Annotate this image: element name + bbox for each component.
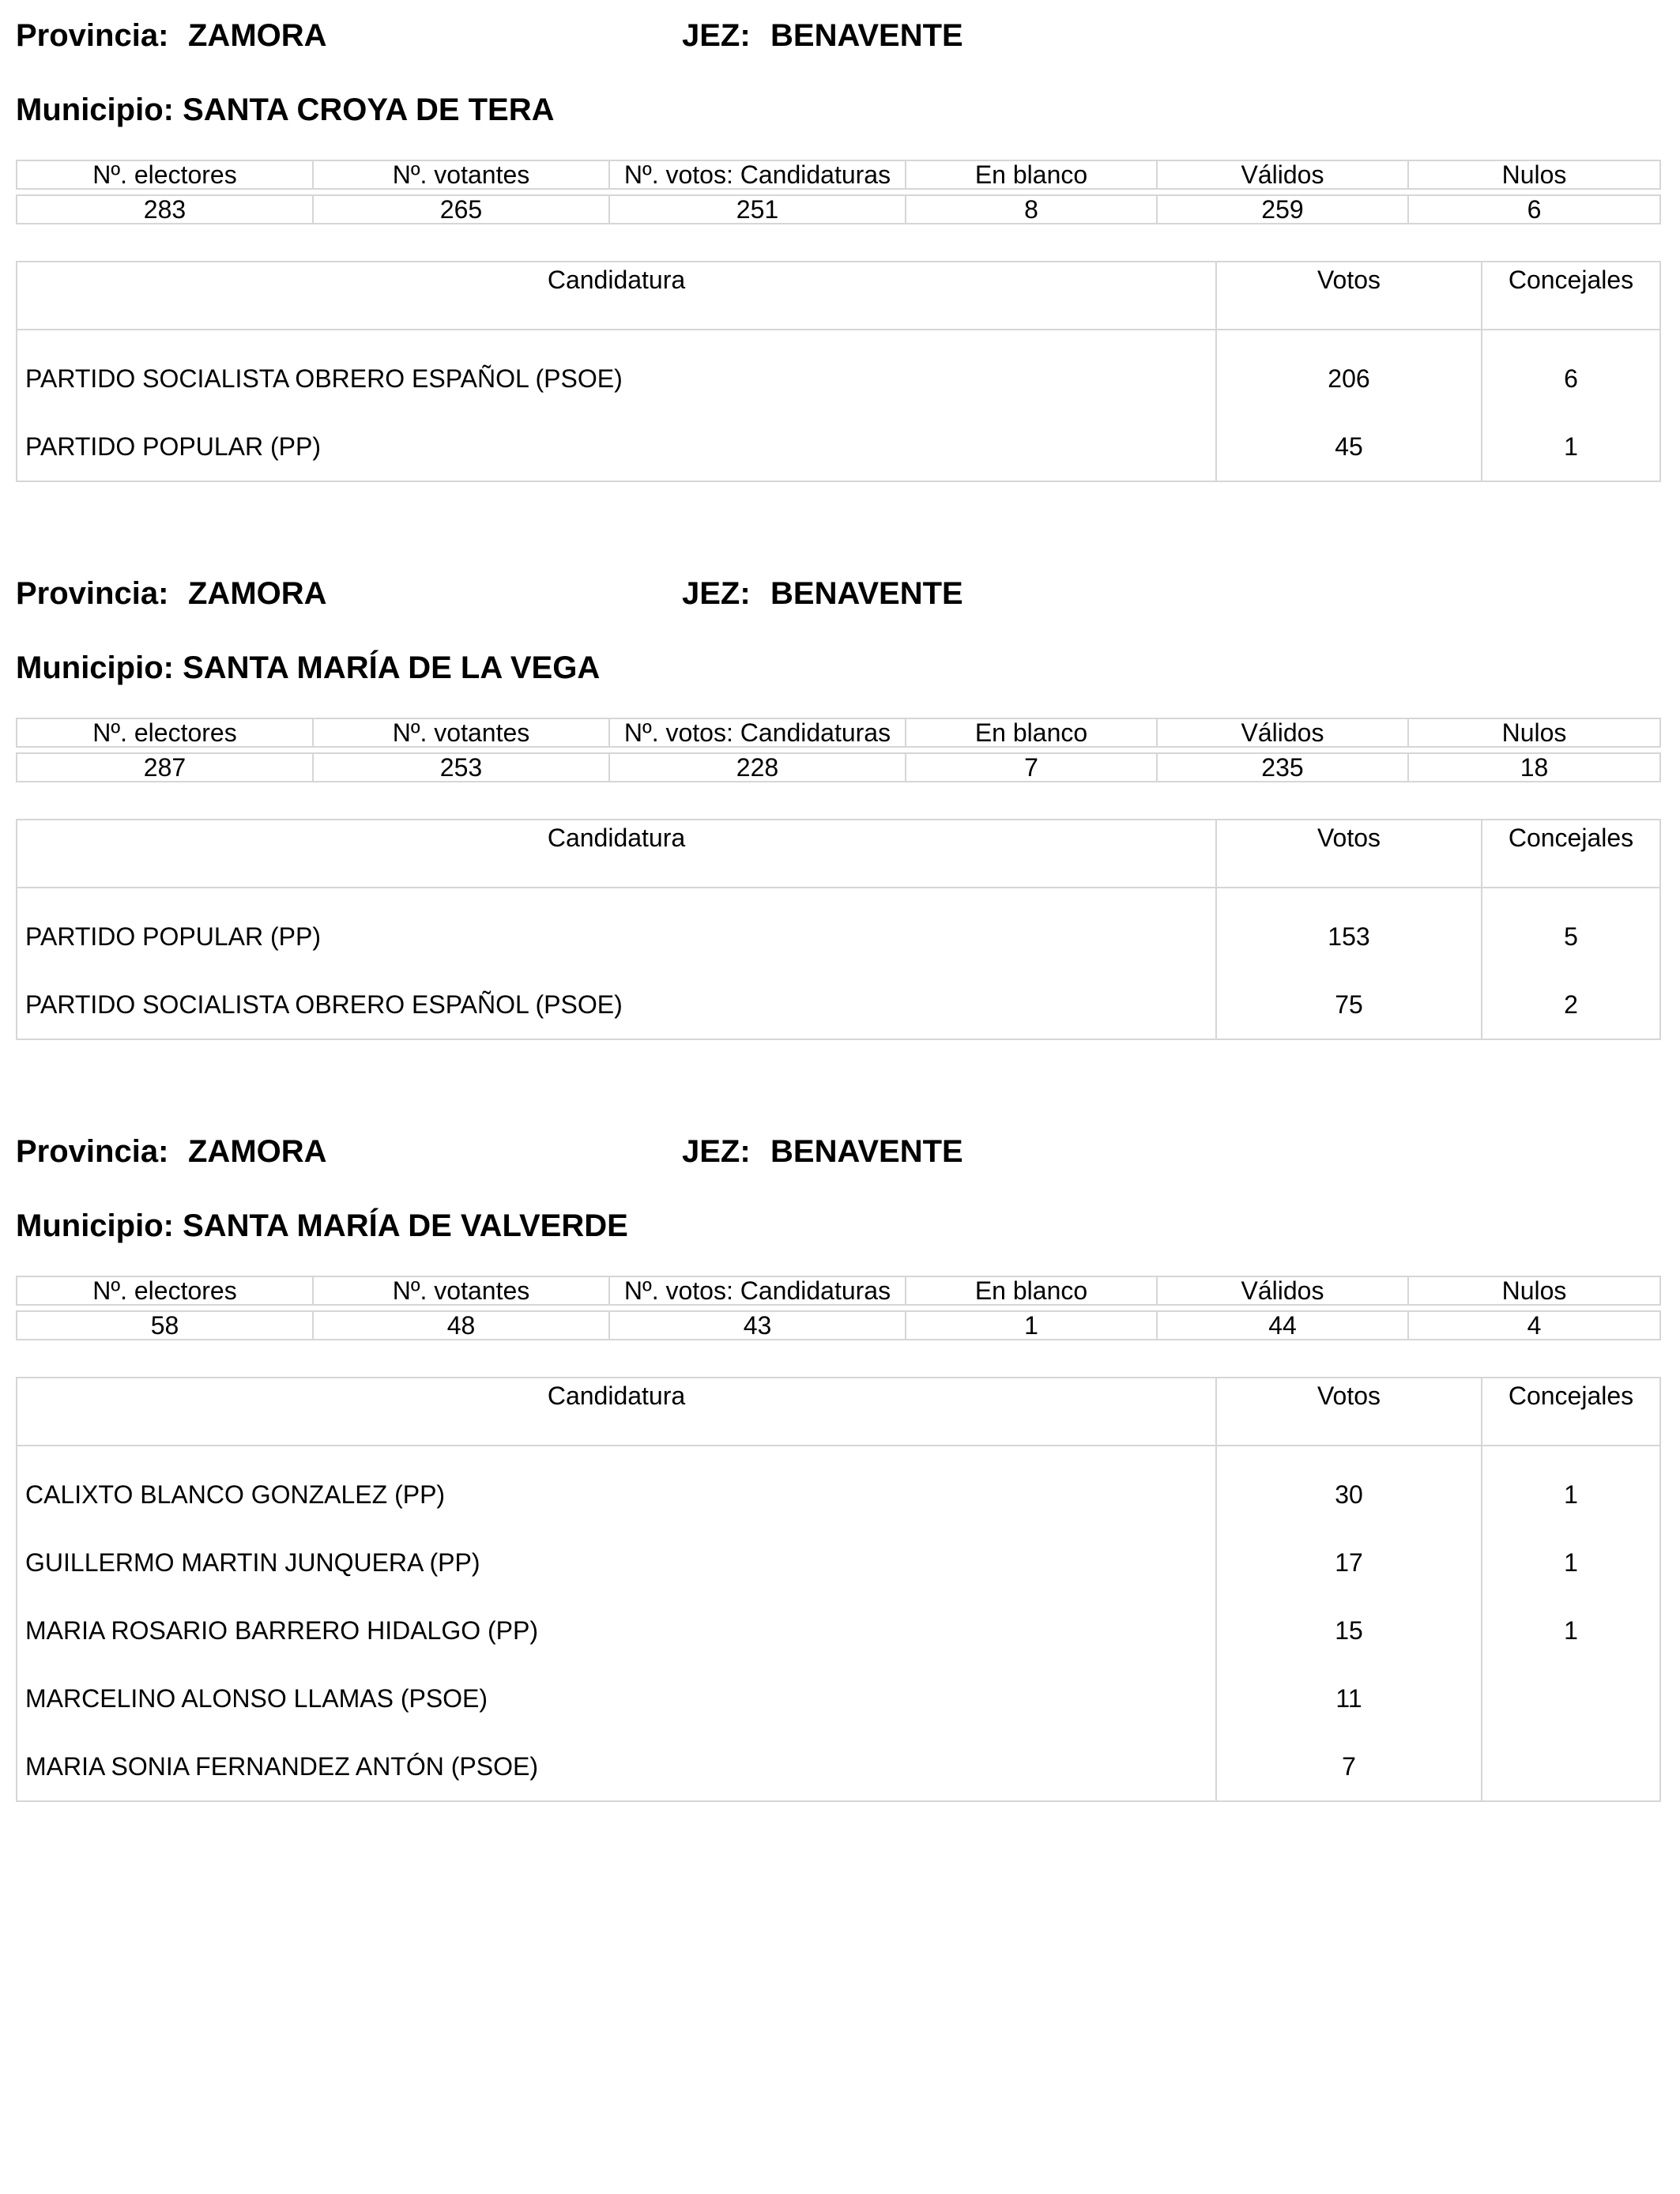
stats-value: 259	[1157, 195, 1408, 224]
stats-value: 44	[1157, 1311, 1408, 1340]
stats-header: Nº. votos: Candidaturas	[609, 1276, 906, 1305]
municipio-value: SANTA CROYA DE TERA	[183, 92, 555, 127]
table-row	[17, 330, 1660, 413]
stats-value-row	[17, 1311, 1660, 1340]
stats-value: 43	[609, 1311, 906, 1340]
candidaturas-header-row	[17, 262, 1660, 330]
stats-header-row	[17, 160, 1660, 189]
stats-header: Nº. votantes	[313, 160, 609, 189]
stats-header-row	[17, 718, 1660, 747]
stats-table	[16, 718, 1661, 782]
concejales-value: 1	[1482, 413, 1660, 481]
jez-value: BENAVENTE	[770, 576, 963, 611]
candidaturas-table	[16, 261, 1661, 482]
stats-value: 8	[906, 195, 1157, 224]
candidatura-name: PARTIDO POPULAR (PP)	[25, 432, 321, 461]
jez-label: JEZ:	[682, 576, 751, 611]
stats-header: Nulos	[1408, 718, 1660, 747]
stats-value-row	[17, 753, 1660, 782]
stats-value-row	[17, 195, 1660, 224]
stats-header: Válidos	[1157, 160, 1408, 189]
candidatura-name: PARTIDO SOCIALISTA OBRERO ESPAÑOL (PSOE)	[25, 990, 623, 1019]
votos-header: Votos	[1216, 1378, 1482, 1446]
stats-header: En blanco	[906, 1276, 1157, 1305]
stats-table	[16, 1276, 1661, 1340]
provincia-value: ZAMORA	[188, 1134, 327, 1169]
votos-value: 17	[1216, 1529, 1482, 1596]
candidaturas-header-row	[17, 820, 1660, 888]
stats-header-row	[17, 1276, 1660, 1305]
provincia-label: Provincia:	[16, 18, 169, 53]
candidatura-name: GUILLERMO MARTIN JUNQUERA (PP)	[25, 1547, 480, 1577]
stats-value: 4	[1408, 1311, 1660, 1340]
candidaturas-table	[16, 1377, 1661, 1802]
table-row	[17, 413, 1660, 481]
candidaturas-table	[16, 819, 1661, 1040]
stats-header: Nº. votos: Candidaturas	[609, 160, 906, 189]
candidatura-name: MARIA ROSARIO BARRERO HIDALGO (PP)	[25, 1615, 538, 1645]
provincia-label: Provincia:	[16, 576, 169, 611]
provincia-value: ZAMORA	[188, 576, 327, 611]
stats-header: Válidos	[1157, 1276, 1408, 1305]
stats-value: 7	[906, 753, 1157, 782]
municipio-label: Municipio:	[16, 92, 174, 127]
provincia-value: ZAMORA	[188, 18, 327, 53]
votos-value: 153	[1216, 888, 1482, 971]
concejales-header: Concejales	[1482, 820, 1660, 888]
table-row	[17, 1446, 1660, 1529]
stats-value: 228	[609, 753, 906, 782]
municipio-value: SANTA MARÍA DE LA VEGA	[183, 650, 601, 685]
votos-header: Votos	[1216, 820, 1482, 888]
candidatura-header: Candidatura	[17, 820, 1216, 888]
stats-value: 283	[17, 195, 313, 224]
concejales-value: 1	[1482, 1529, 1660, 1596]
votos-value: 30	[1216, 1446, 1482, 1529]
jez-value: BENAVENTE	[770, 18, 963, 53]
votos-value: 11	[1216, 1664, 1482, 1732]
candidatura-name: PARTIDO POPULAR (PP)	[25, 922, 321, 951]
stats-header: En blanco	[906, 718, 1157, 747]
stats-header: Nº. votantes	[313, 718, 609, 747]
candidatura-header: Candidatura	[17, 1378, 1216, 1446]
concejales-value: 6	[1482, 330, 1660, 413]
concejales-value: 1	[1482, 1446, 1660, 1529]
stats-value: 287	[17, 753, 313, 782]
stats-value: 253	[313, 753, 609, 782]
stats-header: Nº. electores	[17, 718, 313, 747]
stats-value: 1	[906, 1311, 1157, 1340]
table-row	[17, 888, 1660, 971]
concejales-header: Concejales	[1482, 1378, 1660, 1446]
stats-header: Válidos	[1157, 718, 1408, 747]
table-row	[17, 1732, 1660, 1801]
concejales-value	[1482, 1732, 1660, 1801]
table-row	[17, 1664, 1660, 1732]
stats-value: 251	[609, 195, 906, 224]
votos-value: 45	[1216, 413, 1482, 481]
stats-value: 235	[1157, 753, 1408, 782]
table-row	[17, 1596, 1660, 1664]
municipio-label: Municipio:	[16, 650, 174, 685]
stats-value: 18	[1408, 753, 1660, 782]
candidatura-name: CALIXTO BLANCO GONZALEZ (PP)	[25, 1480, 446, 1509]
municipio-label: Municipio:	[16, 1208, 174, 1243]
stats-value: 6	[1408, 195, 1660, 224]
table-row	[17, 971, 1660, 1039]
candidaturas-header-row	[17, 1378, 1660, 1446]
votos-value: 15	[1216, 1596, 1482, 1664]
provincia-label: Provincia:	[16, 1134, 169, 1169]
candidatura-name: MARIA SONIA FERNANDEZ ANTÓN (PSOE)	[25, 1751, 538, 1781]
stats-header: Nulos	[1408, 160, 1660, 189]
candidatura-name: MARCELINO ALONSO LLAMAS (PSOE)	[25, 1683, 488, 1713]
jez-value: BENAVENTE	[770, 1134, 963, 1169]
concejales-header: Concejales	[1482, 262, 1660, 330]
concejales-value: 2	[1482, 971, 1660, 1039]
jez-label: JEZ:	[682, 1134, 751, 1169]
municipio-value: SANTA MARÍA DE VALVERDE	[183, 1208, 628, 1243]
stats-header: Nº. electores	[17, 160, 313, 189]
votos-value: 206	[1216, 330, 1482, 413]
stats-header: En blanco	[906, 160, 1157, 189]
concejales-value	[1482, 1664, 1660, 1732]
votos-value: 75	[1216, 971, 1482, 1039]
stats-value: 58	[17, 1311, 313, 1340]
concejales-value: 1	[1482, 1596, 1660, 1664]
votos-value: 7	[1216, 1732, 1482, 1801]
stats-value: 265	[313, 195, 609, 224]
stats-header: Nº. electores	[17, 1276, 313, 1305]
stats-table	[16, 160, 1661, 224]
stats-header: Nº. votantes	[313, 1276, 609, 1305]
jez-label: JEZ:	[682, 18, 751, 53]
candidatura-header: Candidatura	[17, 262, 1216, 330]
stats-header: Nº. votos: Candidaturas	[609, 718, 906, 747]
stats-header: Nulos	[1408, 1276, 1660, 1305]
candidatura-name: PARTIDO SOCIALISTA OBRERO ESPAÑOL (PSOE)	[25, 364, 623, 393]
table-row	[17, 1529, 1660, 1596]
concejales-value: 5	[1482, 888, 1660, 971]
votos-header: Votos	[1216, 262, 1482, 330]
stats-value: 48	[313, 1311, 609, 1340]
